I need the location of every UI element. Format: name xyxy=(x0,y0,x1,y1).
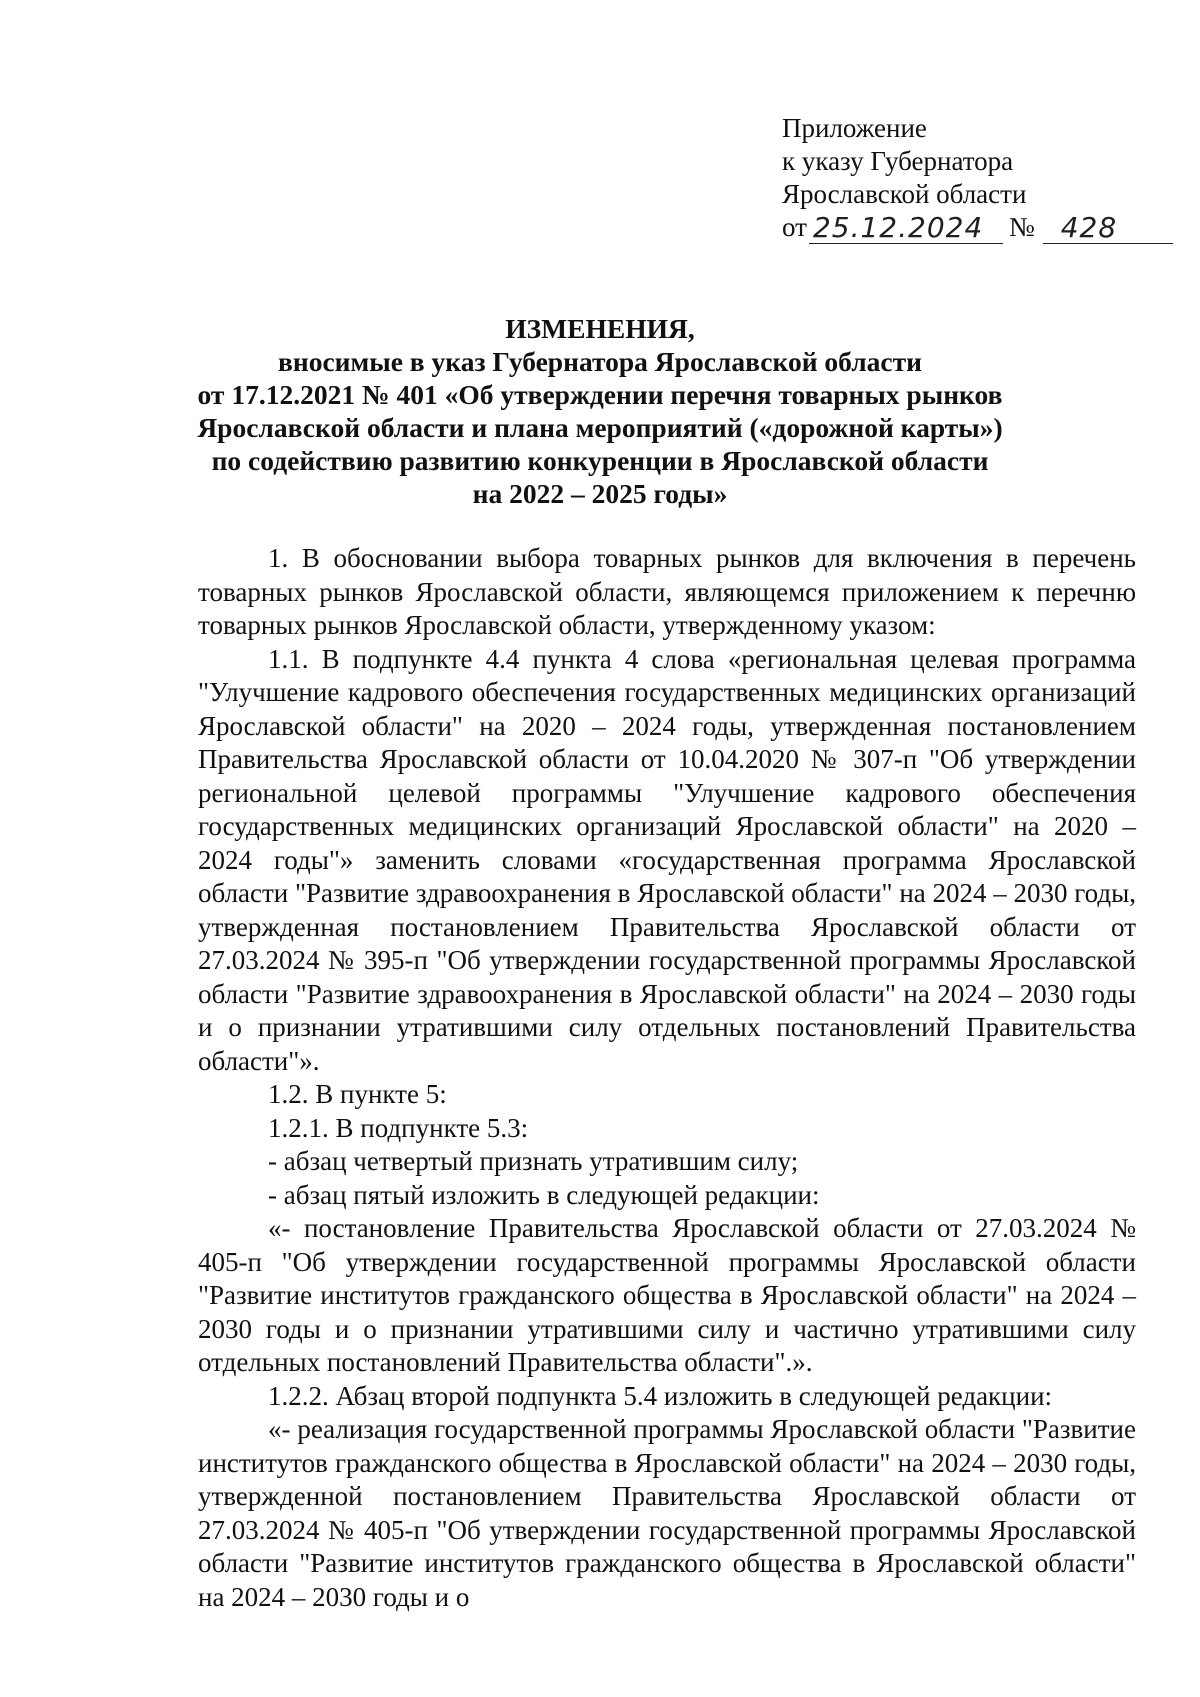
heading-line-1: вносимые в указ Губернатора Ярославской области xyxy=(278,346,922,377)
document-heading xyxy=(0,312,1200,510)
handwritten-number: 428 xyxy=(1043,213,1173,244)
paragraph-dash-4: - абзац четвертый признать утратившим силу; xyxy=(268,1146,799,1176)
paragraph-quote-realization: «- реализация государственной программы Ярославской области "Развитие институтов гражданского общества в Ярославской области" на 2024 – 2030 годы, утвержденной постановлением Правительства Ярославской области от 27.03.2024 № 405-п "Об утверждении государственной программы Ярославской области "Развитие институтов гражданского общества в Ярославской области" на 2024 – 2030 годы и о xyxy=(198,1414,1136,1612)
paragraph-1-2-1: 1.2.1. В подпункте 5.3: xyxy=(268,1112,529,1143)
paragraph-1-2: 1.2. В пункте 5: xyxy=(268,1079,447,1109)
heading-line-2: от 17.12.2021 № 401 «Об утверждении перечня товарных рынков xyxy=(197,379,1003,410)
paragraph-1-2-2: 1.2.2. Абзац второй подпункта 5.4 изложить в следующей редакции: xyxy=(268,1380,1053,1411)
heading-line-3: Ярославской области и плана мероприятий («дорожной карты») xyxy=(197,412,1003,443)
date-prefix: от xyxy=(782,212,807,242)
paragraph-1-1: 1.1. В подпункте 4.4 пункта 4 слова «региональная целевая программа "Улучшение кадрового обеспечения государственных медицинских организаций Ярославской области" на 2020 – 2024 годы, утвержденная постановлением Правительства Ярославской области от 10.04.2020 № 307-п "Об утверждении региональной целевой программы "Улучшение кадрового обеспечения государственных медицинских организаций Ярославской области" на 2020 – 2024 годы"» заменить словами «государственная программа Ярославской области "Развитие здравоохранения в Ярославской области" на 2024 – 2030 годы, утвержденная постановлением Правительства Ярославской области от 27.03.2024 № 395-п "Об утверждении государственной программы Ярославской области "Развитие здравоохранения в Ярославской области" на 2024 – 2030 годы и о признании утратившими силу отдельных постановлений Правительства области"». xyxy=(198,643,1136,1076)
document-body xyxy=(198,542,1136,1614)
attachment-line-3: Ярославской области xyxy=(782,179,1027,209)
attachment-date-number xyxy=(782,211,1173,244)
heading-title: ИЗМЕНЕНИЯ, xyxy=(505,313,695,344)
paragraph-dash-5: - абзац пятый изложить в следующей редакции: xyxy=(268,1179,820,1210)
heading-line-4: по содействию развитию конкуренции в Ярославской области xyxy=(211,445,989,476)
number-sign: № xyxy=(1008,212,1035,242)
attachment-block xyxy=(782,112,1173,244)
attachment-line-1: Приложение xyxy=(782,113,927,143)
attachment-line-2: к указу Губернатора xyxy=(782,146,1014,176)
heading-line-5: на 2022 – 2025 годы» xyxy=(472,478,728,509)
paragraph-quote-405: «- постановление Правительства Ярославской области от 27.03.2024 № 405-п "Об утверждении государственной программы Ярославской области "Развитие институтов гражданского общества в Ярославской области" на 2024 – 2030 годы и о признании утратившими силу и частично утратившими силу отдельных постановлений Правительства области".». xyxy=(198,1213,1136,1377)
handwritten-date: 25.12.2024 xyxy=(809,213,1003,244)
paragraph-1: 1. В обосновании выбора товарных рынков для включения в перечень товарных рынков Ярославской области, являющемся приложением к перечню товарных рынков Ярославской области, утвержденному указом: xyxy=(198,543,1136,640)
